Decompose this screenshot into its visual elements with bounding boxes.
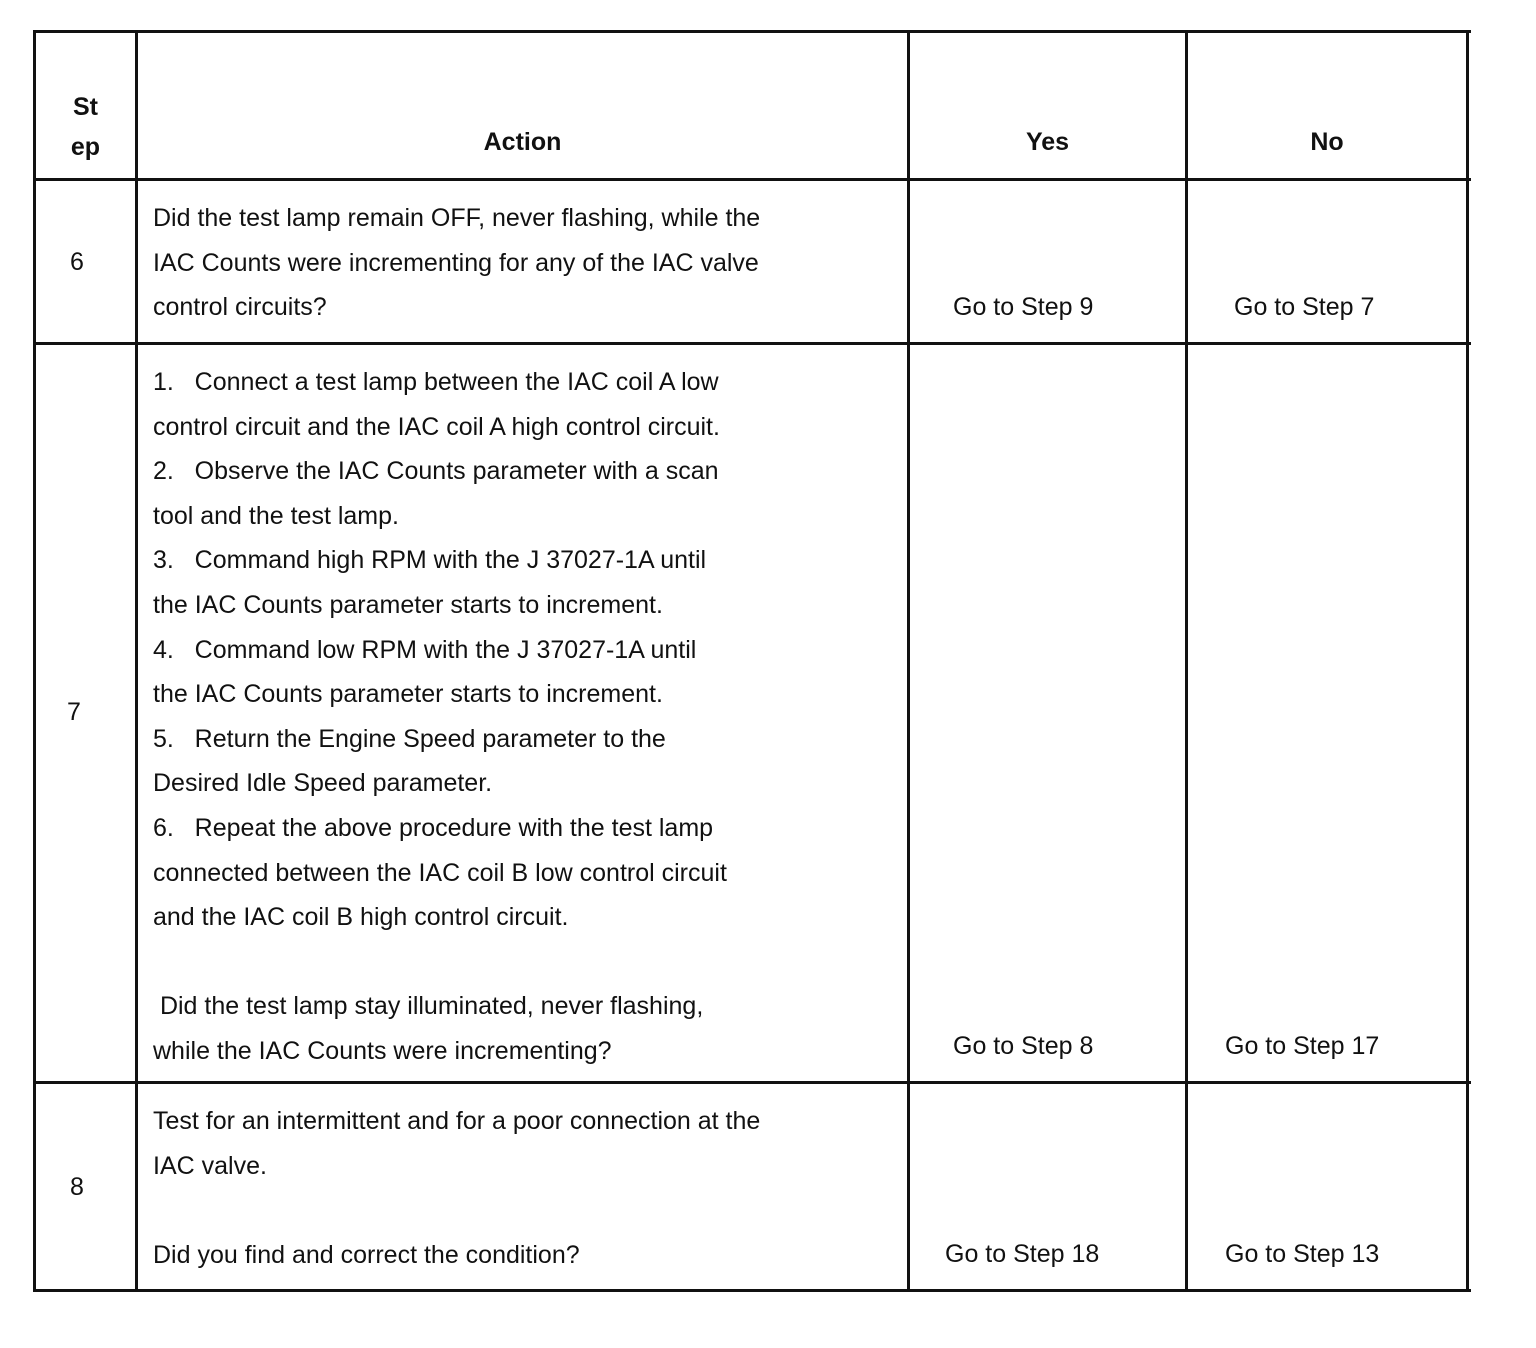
row-6-step: 6: [70, 248, 84, 276]
column-divider-yes: [1185, 30, 1188, 1292]
header-action: Action: [483, 128, 562, 156]
row-6-no: Go to Step 7: [1234, 293, 1375, 321]
header-step: St ep: [70, 93, 101, 161]
header-yes: Yes: [1025, 128, 1070, 156]
column-divider-step: [135, 30, 138, 1292]
row-7-action: 1. Connect a test lamp between the IAC coil A low control circuit and the IAC coil A high control circuit. 2. Observe the IAC Counts parameter with a scan tool and the test lamp. 3. Command high RPM with the J 37027-1A until the IAC Counts parameter starts to increment. 4. Command low RPM with the J 37027-1A until the IAC Counts parameter starts to increment. 5. Return the Engine Speed parameter to the Desired Idle Speed parameter. 6. Repeat the above procedure with the test lamp connected between the IAC coil B low control circuit and the IAC coil B high control circuit. Did the test lamp stay illuminated, never flashing, while the IAC Counts were incrementing?: [153, 368, 727, 1065]
row-8-no: Go to Step 13: [1225, 1240, 1380, 1268]
row-6-action: Did the test lamp remain OFF, never flashing, while the IAC Counts were incrementing for any of the IAC valve control circuits?: [153, 204, 761, 321]
row-7-step: 7: [67, 698, 81, 726]
table-border-bottom: [33, 1289, 1471, 1292]
table-border-right: [1466, 30, 1469, 1292]
row-6-yes: Go to Step 9: [953, 293, 1094, 321]
table-border-top: [33, 30, 1471, 33]
table-border-left: [33, 30, 36, 1292]
row-divider-6: [33, 342, 1471, 345]
header-divider: [33, 178, 1471, 181]
row-7-no: Go to Step 17: [1225, 1032, 1380, 1060]
row-8-step: 8: [70, 1173, 84, 1201]
row-8-yes: Go to Step 18: [945, 1240, 1100, 1268]
column-divider-action: [907, 30, 910, 1292]
row-divider-7: [33, 1081, 1471, 1084]
row-8-action: Test for an intermittent and for a poor connection at the IAC valve. Did you find and correct the condition?: [153, 1107, 761, 1269]
header-no: No: [1310, 128, 1344, 156]
row-7-yes: Go to Step 8: [953, 1032, 1094, 1060]
